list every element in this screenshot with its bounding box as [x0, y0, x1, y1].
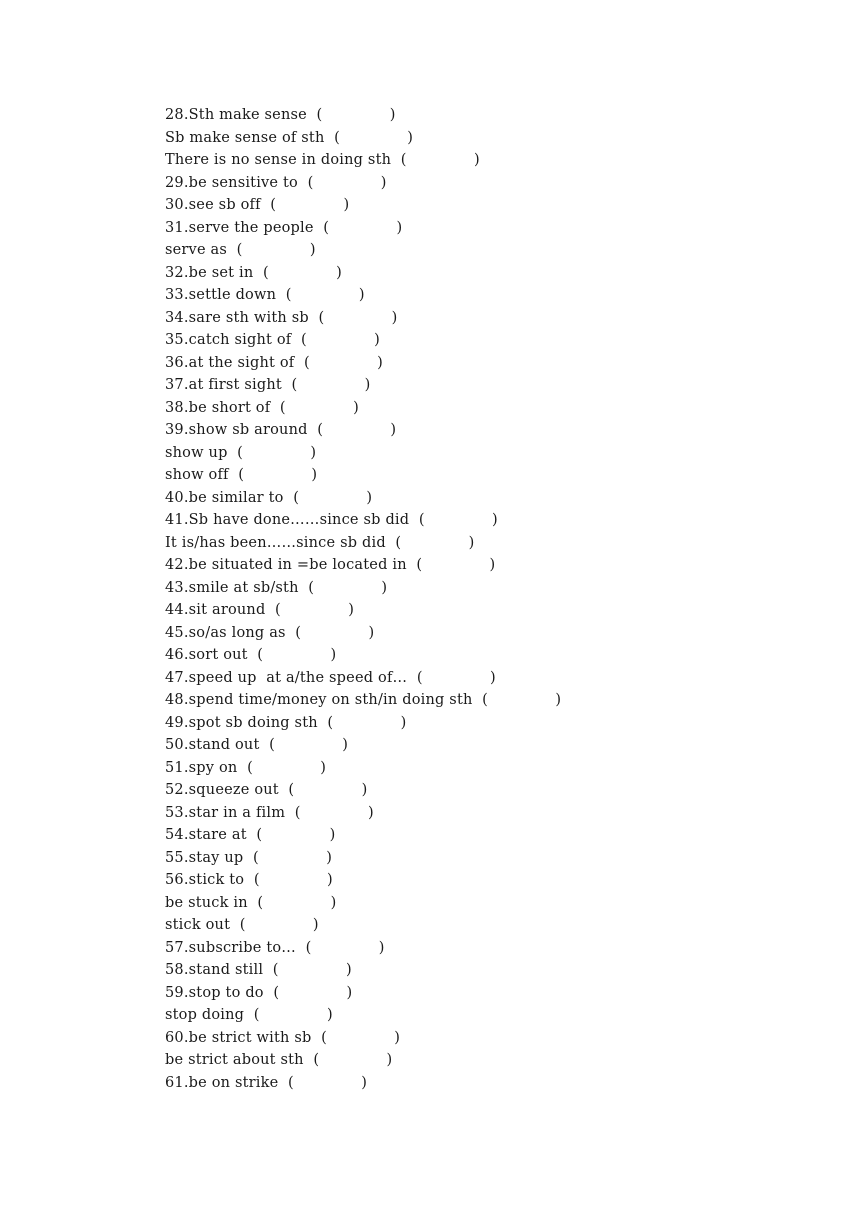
phrase-list	[165, 104, 845, 1094]
phrase-line: 37.at first sight ( )	[165, 377, 371, 393]
phrase-line: 33.settle down ( )	[165, 287, 365, 303]
phrase-line: be stuck in ( )	[165, 894, 337, 911]
phrase-line: 60.be strict with sb ( )	[165, 1029, 401, 1046]
phrase-line: 58.stand still ( )	[165, 962, 352, 978]
phrase-line: 56.stick to ( )	[165, 872, 333, 888]
phrase-line: show up ( )	[165, 444, 317, 461]
phrase-line: 52.squeeze out ( )	[165, 782, 368, 798]
phrase-line: 46.sort out ( )	[165, 647, 337, 663]
phrase-line: There is no sense in doing sth ( )	[165, 152, 480, 168]
phrase-line: 39.show sb around ( )	[165, 422, 397, 438]
phrase-line: 36.at the sight of ( )	[165, 354, 383, 371]
phrase-line: 29.be sensitive to ( )	[165, 174, 387, 191]
phrase-line: 61.be on strike ( )	[165, 1074, 368, 1091]
phrase-line: 49.spot sb doing sth ( )	[165, 714, 407, 731]
phrase-line: 51.spy on ( )	[165, 759, 327, 776]
phrase-line: 41.Sb have done……since sb did ( )	[165, 512, 498, 528]
phrase-line: 48.spend time/money on sth/in doing sth ( )	[165, 692, 562, 708]
phrase-line: 32.be set in ( )	[165, 264, 343, 281]
phrase-line: 45.so/as long as ( )	[165, 624, 375, 641]
phrase-line: 40.be similar to ( )	[165, 489, 373, 506]
phrase-line: be strict about sth ( )	[165, 1052, 393, 1068]
phrase-line: 54.stare at ( )	[165, 827, 336, 843]
phrase-line: Sb make sense of sth ( )	[165, 129, 414, 146]
phrase-line: serve as ( )	[165, 242, 316, 258]
phrase-line: It is/has been……since sb did ( )	[165, 534, 475, 551]
phrase-line: 59.stop to do ( )	[165, 984, 353, 1001]
phrase-line: 31.serve the people ( )	[165, 219, 403, 236]
phrase-line: 47.speed up at a/the speed of… ( )	[165, 669, 496, 686]
phrase-line: 55.stay up ( )	[165, 849, 333, 866]
phrase-line: 53.star in a film ( )	[165, 804, 374, 821]
phrase-line: show off ( )	[165, 467, 318, 483]
phrase-line: 30.see sb off ( )	[165, 197, 350, 213]
phrase-line: stick out ( )	[165, 917, 319, 933]
phrase-line: 28.Sth make sense ( )	[165, 107, 396, 123]
phrase-line: 42.be situated in =be located in ( )	[165, 557, 496, 573]
phrase-line: 44.sit around ( )	[165, 602, 355, 618]
phrase-line: 38.be short of ( )	[165, 399, 359, 416]
phrase-line: 35.catch sight of ( )	[165, 332, 381, 348]
phrase-line: 57.subscribe to… ( )	[165, 939, 385, 956]
phrase-line: 50.stand out ( )	[165, 737, 349, 753]
phrase-line: 43.smile at sb/sth ( )	[165, 579, 388, 596]
phrase-line: 34.sare sth with sb ( )	[165, 309, 398, 326]
phrase-line: stop doing ( )	[165, 1007, 333, 1023]
